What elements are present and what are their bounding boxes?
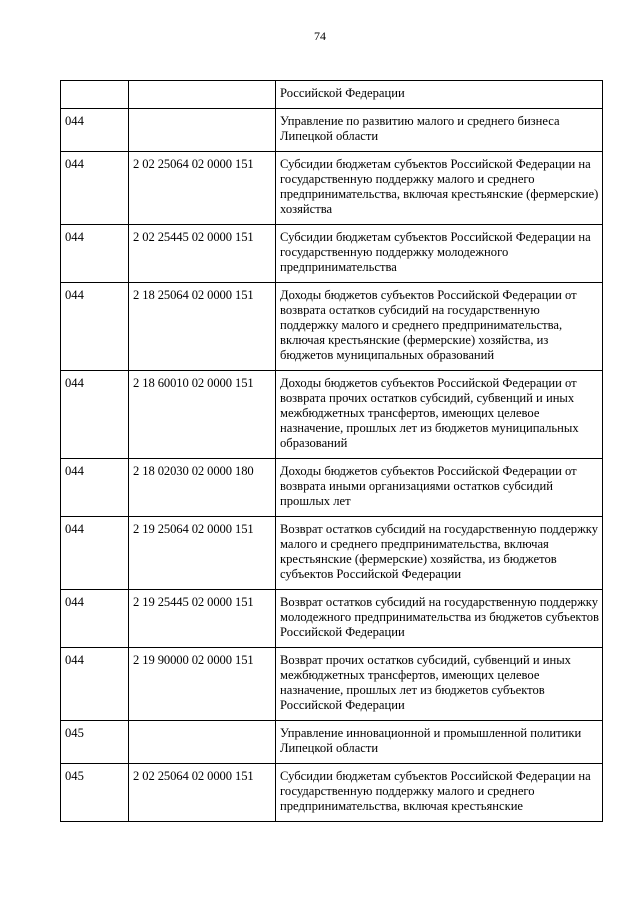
table-row — [61, 459, 603, 517]
description-cell: Субсидии бюджетам субъектов Российской Федерации на государственную поддержку малого и среднего предпринимательства, включая крестьянские — [276, 764, 603, 822]
description-cell: Управление инновационной и промышленной политики Липецкой области — [276, 721, 603, 764]
table-row — [61, 517, 603, 590]
revenue-code-cell — [129, 721, 276, 764]
description-cell: Доходы бюджетов субъектов Российской Федерации от возврата прочих остатков субсидий, субвенций и иных межбюджетных трансфертов, имеющих целевое назначение, прошлых лет из бюджетов муниципальных образований — [276, 371, 603, 459]
description-cell: Субсидии бюджетам субъектов Российской Федерации на государственную поддержку малого и среднего предпринимательства, включая крестьянские (фермерские) хозяйства — [276, 152, 603, 225]
description-cell: Управление по развитию малого и среднего бизнеса Липецкой области — [276, 109, 603, 152]
revenue-code-cell: 2 18 25064 02 0000 151 — [129, 283, 276, 371]
budget-codes-table — [60, 80, 603, 822]
revenue-code-cell: 2 18 60010 02 0000 151 — [129, 371, 276, 459]
admin-code-cell: 044 — [61, 283, 129, 371]
table-row — [61, 721, 603, 764]
table-row — [61, 590, 603, 648]
admin-code-cell: 045 — [61, 721, 129, 764]
revenue-code-cell — [129, 81, 276, 109]
page-number: 74 — [314, 29, 326, 43]
revenue-code-cell: 2 02 25445 02 0000 151 — [129, 225, 276, 283]
admin-code-cell: 044 — [61, 590, 129, 648]
description-cell: Доходы бюджетов субъектов Российской Федерации от возврата иными организациями остатков субсидий прошлых лет — [276, 459, 603, 517]
table-row — [61, 648, 603, 721]
revenue-code-cell: 2 02 25064 02 0000 151 — [129, 152, 276, 225]
description-cell: Возврат прочих остатков субсидий, субвенций и иных межбюджетных трансфертов, имеющих целевое назначение, прошлых лет из бюджетов субъектов Российской Федерации — [276, 648, 603, 721]
table-row — [61, 225, 603, 283]
description-cell: Возврат остатков субсидий на государственную поддержку молодежного предпринимательства из бюджетов субъектов Российской Федерации — [276, 590, 603, 648]
description-cell: Российской Федерации — [276, 81, 603, 109]
table-row — [61, 283, 603, 371]
admin-code-cell — [61, 81, 129, 109]
admin-code-cell: 044 — [61, 459, 129, 517]
admin-code-cell: 044 — [61, 109, 129, 152]
admin-code-cell: 045 — [61, 764, 129, 822]
description-cell: Возврат остатков субсидий на государственную поддержку малого и среднего предпринимательства, включая крестьянские (фермерские) хозяйства, из бюджетов субъектов Российской Федерации — [276, 517, 603, 590]
table-row — [61, 81, 603, 109]
admin-code-cell: 044 — [61, 371, 129, 459]
admin-code-cell: 044 — [61, 152, 129, 225]
revenue-code-cell: 2 18 02030 02 0000 180 — [129, 459, 276, 517]
revenue-code-cell: 2 19 90000 02 0000 151 — [129, 648, 276, 721]
revenue-code-cell: 2 02 25064 02 0000 151 — [129, 764, 276, 822]
revenue-code-cell: 2 19 25445 02 0000 151 — [129, 590, 276, 648]
table-row — [61, 371, 603, 459]
admin-code-cell: 044 — [61, 517, 129, 590]
table-row — [61, 109, 603, 152]
revenue-code-cell — [129, 109, 276, 152]
admin-code-cell: 044 — [61, 648, 129, 721]
table-row — [61, 152, 603, 225]
table-row — [61, 764, 603, 822]
description-cell: Субсидии бюджетам субъектов Российской Федерации на государственную поддержку молодежного предпринимательства — [276, 225, 603, 283]
admin-code-cell: 044 — [61, 225, 129, 283]
revenue-code-cell: 2 19 25064 02 0000 151 — [129, 517, 276, 590]
description-cell: Доходы бюджетов субъектов Российской Федерации от возврата остатков субсидий на государственную поддержку малого и среднего предпринимательства, включая крестьянские (фермерские) хозяйства, из бюджетов муниципальных образований — [276, 283, 603, 371]
table-body — [61, 81, 603, 822]
